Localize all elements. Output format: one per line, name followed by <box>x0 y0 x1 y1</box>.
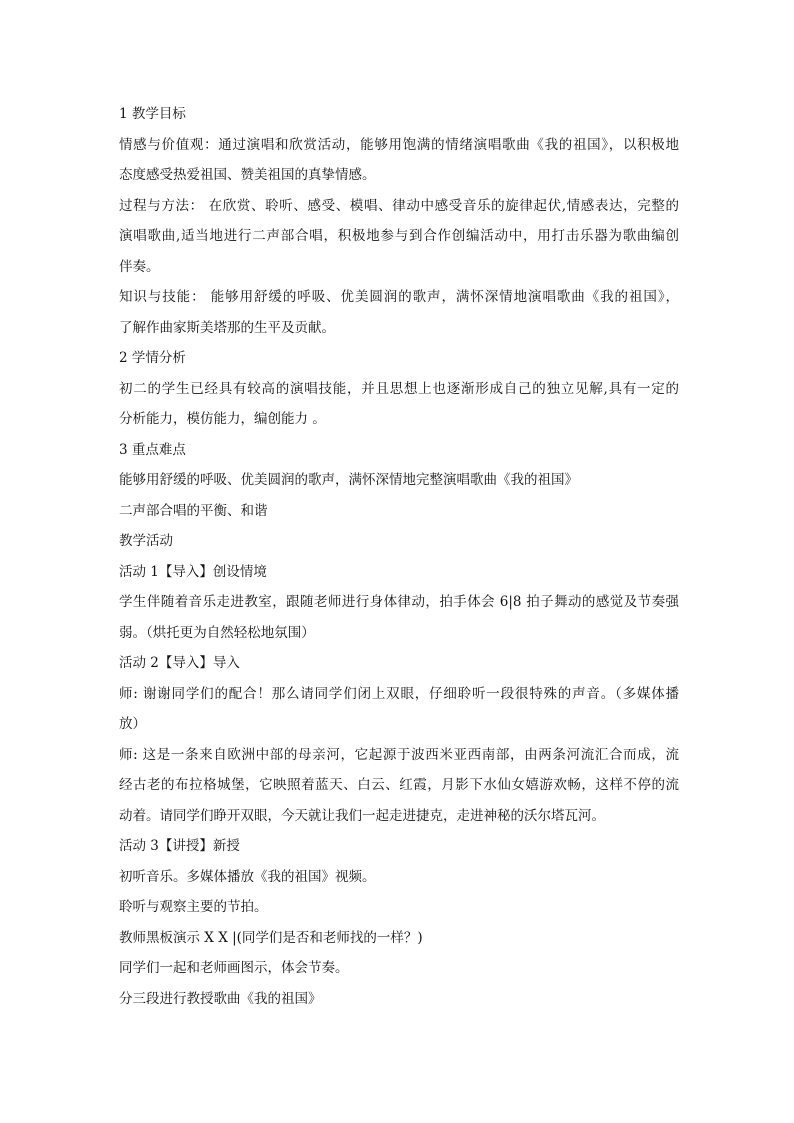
paragraph-line: 初二的学生已经具有较高的演唱技能，并且思想上也逐渐形成自己的独立见解,具有一定的 <box>119 380 679 397</box>
paragraph-line: 师: 谢谢同学们的配合！那么请同学们闭上双眼，仔细聆听一段很特殊的声音。（多媒体播 <box>119 685 679 702</box>
document-body <box>119 99 679 1014</box>
activity-heading: 活动 1【导入】创设情境 <box>119 563 267 580</box>
paragraph-line: 过程与方法： 在欣赏、聆听、感受、模唱、律动中感受音乐的旋律起伏,情感表达，完整的 <box>119 197 679 214</box>
paragraph-line: 情感与价值观：通过演唱和欣赏活动，能够用饱满的情绪演唱歌曲《我的祖国》，以积极地 <box>119 136 679 153</box>
paragraph-line: 二声部合唱的平衡、和谐 <box>119 502 268 519</box>
paragraph-line: 教师黑板演示 X X |(同学们是否和老师找的一样？) <box>119 929 423 946</box>
paragraph-line: 伴奏。 <box>119 258 160 275</box>
paragraph-line: 分三段进行教授歌曲《我的祖国》 <box>119 990 322 1007</box>
section-heading-analysis: 2 学情分析 <box>119 350 186 366</box>
paragraph-line: 初听音乐。多媒体播放《我的祖国》视频。 <box>119 868 376 885</box>
paragraph-line: 学生伴随着音乐走进教室，跟随老师进行身体律动，拍手体会 6|8 拍子舞动的感觉及节奏强 <box>119 594 679 610</box>
paragraph-line: 分析能力，模仿能力，编创能力 。 <box>119 411 326 427</box>
paragraph-line: 弱。（烘托更为自然轻松地氛围） <box>119 624 315 641</box>
activity-heading: 活动 2【导入】导入 <box>119 655 240 671</box>
paragraph-line: 经古老的布拉格城堡，它映照着蓝天、白云、红霞，月影下水仙女嬉游欢畅，这样不停的流 <box>119 777 679 793</box>
paragraph-line: 知识与技能： 能够用舒缓的呼吸、优美圆润的歌声，满怀深情地演唱歌曲《我的祖国》， <box>119 289 679 305</box>
paragraph-line: 聆听与观察主要的节拍。 <box>119 899 268 915</box>
paragraph-line: 动着。请同学们睁开双眼，今天就让我们一起走进捷克，走进神秘的沃尔塔瓦河。 <box>119 807 605 824</box>
paragraph-line: 同学们一起和老师画图示，体会节奏。 <box>119 960 349 976</box>
section-heading-activities: 教学活动 <box>119 533 173 549</box>
paragraph-line: 态度感受热爱祖国、赞美祖国的真挚情感。 <box>119 167 376 183</box>
section-heading-key-points: 3 重点难点 <box>119 441 186 458</box>
section-heading-objectives: 1 教学目标 <box>119 106 186 122</box>
paragraph-line: 演唱歌曲,适当地进行二声部合唱，积极地参与到合作创编活动中，用打击乐器为歌曲编创 <box>119 228 679 244</box>
paragraph-line: 能够用舒缓的呼吸、优美圆润的歌声，满怀深情地完整演唱歌曲《我的祖国》 <box>119 472 578 488</box>
paragraph-line: 师: 这是一条来自欧洲中部的母亲河，它起源于波西米亚西南部，由两条河流汇合而成，流 <box>119 746 679 763</box>
paragraph-line: 了解作曲家斯美塔那的生平及贡献。 <box>119 319 335 336</box>
activity-heading: 活动 3【讲授】新授 <box>119 838 240 854</box>
paragraph-line: 放） <box>119 716 146 732</box>
